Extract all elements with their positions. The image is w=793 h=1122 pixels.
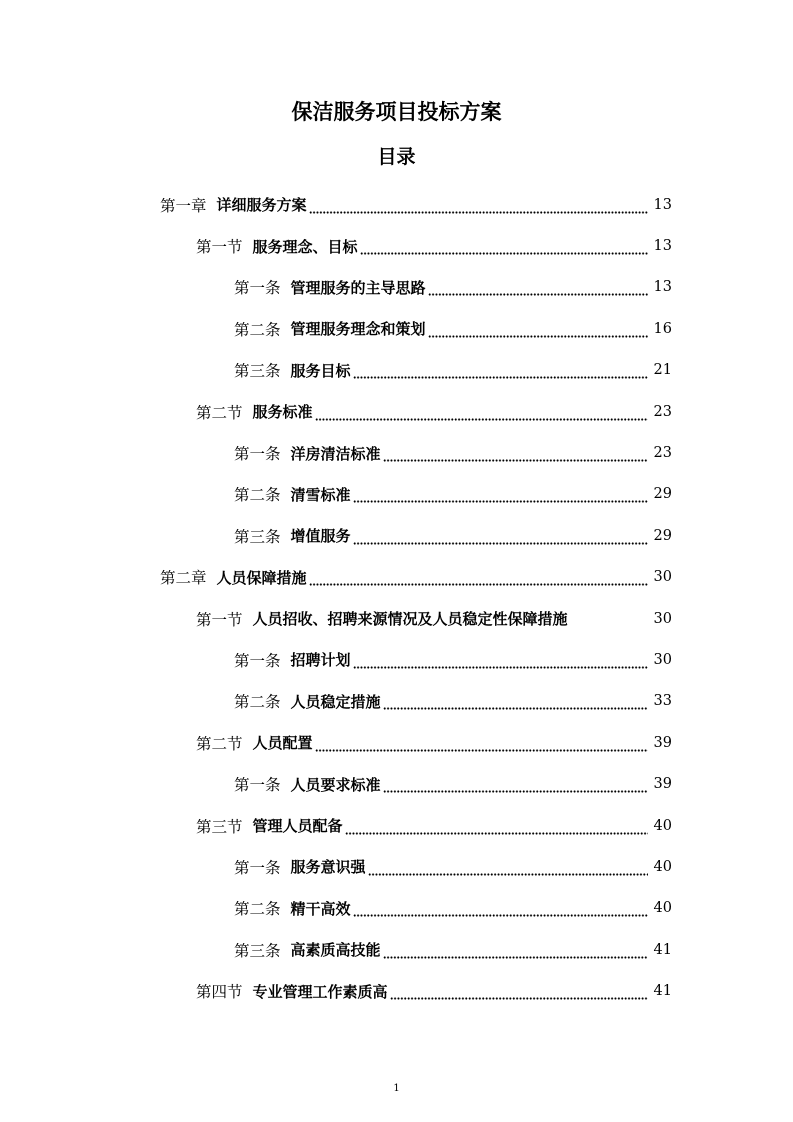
toc-entry[interactable] bbox=[0, 970, 793, 1011]
toc-entry-title: 服务理念、目标 bbox=[252, 237, 358, 256]
toc-entry-page: 13 bbox=[653, 238, 672, 255]
toc-entry-title: 人员配置 bbox=[252, 734, 313, 753]
toc-entry-title: 高素质高技能 bbox=[290, 941, 381, 960]
toc-entry-number: 第四节 bbox=[196, 983, 243, 1002]
toc-entry-number: 第二节 bbox=[196, 403, 243, 422]
toc-entry[interactable] bbox=[0, 474, 793, 515]
toc-entry-number: 第一条 bbox=[234, 776, 281, 795]
toc-entry-page: 16 bbox=[653, 320, 672, 337]
dot-leader bbox=[383, 696, 648, 710]
toc-entry-page: 33 bbox=[653, 693, 672, 710]
toc-entry-page: 23 bbox=[653, 445, 672, 462]
dot-leader bbox=[568, 614, 650, 628]
toc-entry[interactable] bbox=[0, 763, 793, 804]
toc-entry-page: 39 bbox=[653, 734, 672, 751]
dot-leader bbox=[353, 531, 648, 545]
toc-entry-title: 服务目标 bbox=[290, 361, 351, 380]
dot-leader bbox=[309, 200, 648, 214]
dot-leader bbox=[428, 324, 648, 338]
dot-leader bbox=[428, 282, 648, 296]
toc-entry-number: 第一条 bbox=[234, 445, 281, 464]
toc-entry-title: 服务意识强 bbox=[290, 858, 366, 877]
toc-entry-page: 40 bbox=[653, 817, 672, 834]
toc-entry[interactable] bbox=[0, 350, 793, 391]
toc-entry-page: 13 bbox=[653, 196, 672, 213]
toc-entry-number: 第二条 bbox=[234, 693, 281, 712]
toc-entry-page: 40 bbox=[653, 900, 672, 917]
toc-entry-title: 招聘计划 bbox=[290, 651, 351, 670]
toc-entry-title: 精干高效 bbox=[290, 899, 351, 918]
toc-entry[interactable] bbox=[0, 805, 793, 846]
dot-leader bbox=[309, 572, 648, 586]
toc-entry-page: 29 bbox=[653, 486, 672, 503]
toc-entry-title: 服务标准 bbox=[252, 403, 313, 422]
toc-entry-title: 人员招收、招聘来源情况及人员稳定性保障措施 bbox=[252, 610, 568, 629]
toc-entry-number: 第一条 bbox=[234, 858, 281, 877]
toc-entry-number: 第一条 bbox=[234, 279, 281, 298]
toc-entry-page: 29 bbox=[653, 527, 672, 544]
toc-entry[interactable] bbox=[0, 515, 793, 556]
toc-entry-title: 详细服务方案 bbox=[216, 196, 307, 215]
toc-entry[interactable] bbox=[0, 184, 793, 225]
dot-leader bbox=[353, 489, 648, 503]
toc-entry-title: 管理服务理念和策划 bbox=[290, 320, 426, 339]
toc-entry[interactable] bbox=[0, 308, 793, 349]
toc-entry-number: 第三条 bbox=[234, 362, 281, 381]
dot-leader bbox=[383, 779, 648, 793]
dot-leader bbox=[353, 365, 648, 379]
toc-entry[interactable] bbox=[0, 557, 793, 598]
table-of-contents bbox=[0, 184, 793, 1012]
dot-leader bbox=[390, 986, 648, 1000]
toc-entry-number: 第一条 bbox=[234, 651, 281, 670]
dot-leader bbox=[383, 448, 648, 462]
toc-entry-number: 第一节 bbox=[196, 610, 243, 629]
toc-entry[interactable] bbox=[0, 432, 793, 473]
toc-entry[interactable] bbox=[0, 929, 793, 970]
toc-entry[interactable] bbox=[0, 598, 793, 639]
toc-entry-page: 30 bbox=[653, 569, 672, 586]
toc-entry-page: 30 bbox=[653, 610, 672, 627]
dot-leader bbox=[360, 241, 648, 255]
dot-leader bbox=[315, 738, 648, 752]
toc-entry-title: 洋房清洁标准 bbox=[290, 444, 381, 463]
toc-entry[interactable] bbox=[0, 391, 793, 432]
toc-entry-number: 第二条 bbox=[234, 900, 281, 919]
toc-entry-title: 人员保障措施 bbox=[216, 568, 307, 587]
toc-entry[interactable] bbox=[0, 681, 793, 722]
toc-entry[interactable] bbox=[0, 267, 793, 308]
dot-leader bbox=[353, 655, 648, 669]
toc-entry-title: 管理服务的主导思路 bbox=[290, 278, 426, 297]
dot-leader bbox=[368, 862, 648, 876]
toc-entry-title: 管理人员配备 bbox=[252, 817, 343, 836]
toc-entry-page: 23 bbox=[653, 403, 672, 420]
toc-entry[interactable] bbox=[0, 639, 793, 680]
toc-entry-title: 人员稳定措施 bbox=[290, 692, 381, 711]
dot-leader bbox=[345, 821, 648, 835]
toc-entry[interactable] bbox=[0, 722, 793, 763]
page-number: 1 bbox=[393, 1083, 400, 1094]
toc-entry-title: 人员要求标准 bbox=[290, 775, 381, 794]
toc-entry[interactable] bbox=[0, 888, 793, 929]
toc-entry-number: 第一章 bbox=[160, 196, 207, 215]
toc-entry-number: 第二章 bbox=[160, 569, 207, 588]
toc-entry-number: 第二条 bbox=[234, 486, 281, 505]
toc-entry[interactable] bbox=[0, 846, 793, 887]
toc-entry-number: 第一节 bbox=[196, 238, 243, 257]
toc-entry-number: 第三条 bbox=[234, 527, 281, 546]
document-title: 保洁服务项目投标方案 bbox=[291, 100, 502, 124]
toc-entry-page: 39 bbox=[653, 776, 672, 793]
toc-entry-number: 第二条 bbox=[234, 320, 281, 339]
toc-heading: 目录 bbox=[377, 146, 416, 168]
dot-leader bbox=[353, 903, 648, 917]
toc-entry-page: 21 bbox=[653, 362, 672, 379]
toc-entry-page: 30 bbox=[653, 651, 672, 668]
toc-entry-title: 清雪标准 bbox=[290, 485, 351, 504]
dot-leader bbox=[383, 945, 648, 959]
toc-entry-page: 40 bbox=[653, 858, 672, 875]
toc-entry-page: 41 bbox=[653, 941, 672, 958]
toc-entry-number: 第三节 bbox=[196, 817, 243, 836]
toc-entry-page: 13 bbox=[653, 279, 672, 296]
dot-leader bbox=[315, 407, 648, 421]
toc-entry-number: 第二节 bbox=[196, 734, 243, 753]
toc-entry-title: 专业管理工作素质高 bbox=[252, 982, 388, 1001]
toc-entry-page: 41 bbox=[653, 983, 672, 1000]
toc-entry-title: 增值服务 bbox=[290, 527, 351, 546]
toc-entry[interactable] bbox=[0, 225, 793, 266]
toc-entry-number: 第三条 bbox=[234, 941, 281, 960]
